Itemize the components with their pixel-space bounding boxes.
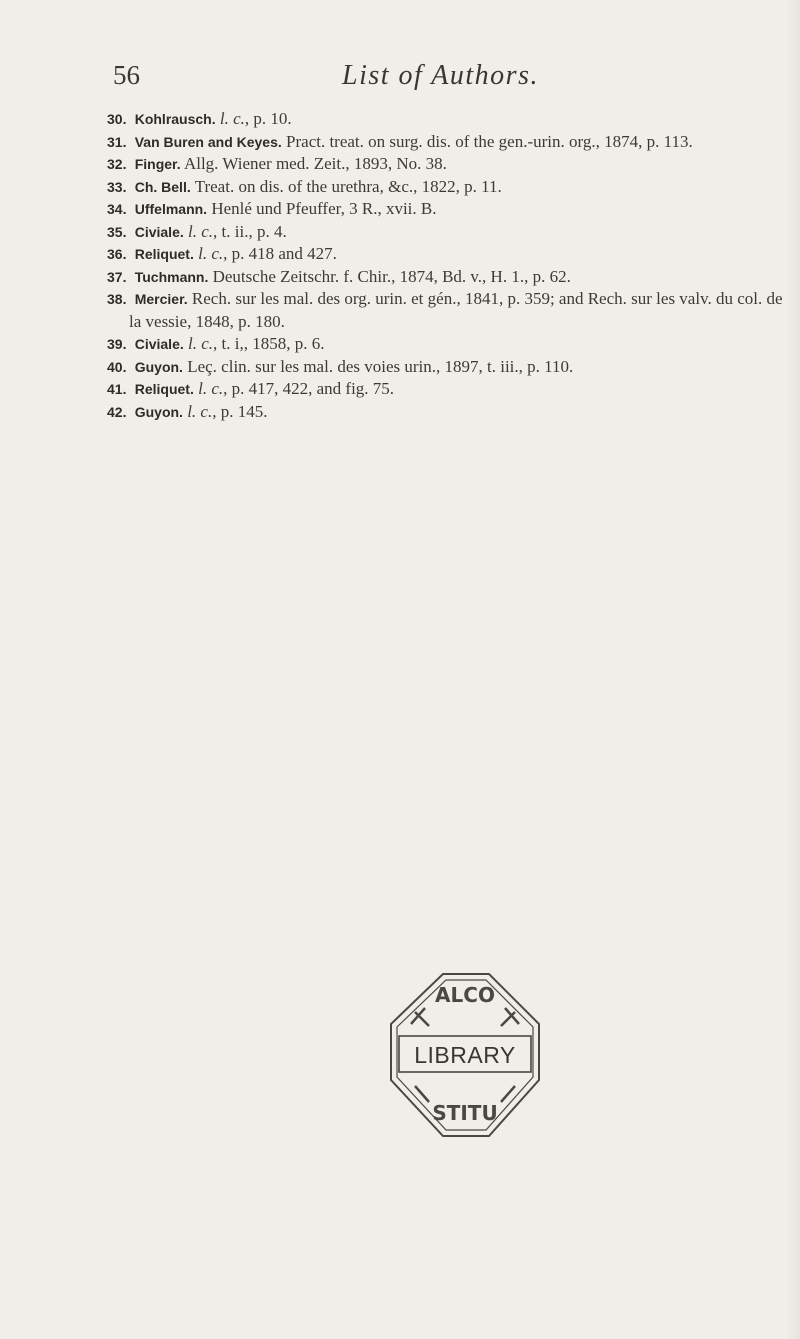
entry-number: 33.	[107, 178, 127, 195]
entry-number: 38.	[107, 291, 127, 307]
list-item	[107, 333, 792, 356]
entry-number: 31.	[107, 133, 127, 150]
reference-text: , p. 417, 422, and fig. 75.	[223, 379, 395, 398]
page-number: 56	[113, 60, 140, 90]
stamp-top-text: ALCO	[435, 983, 495, 1007]
entry-number: 36.	[107, 246, 127, 262]
reference-text: Deutsche Zeitschr. f. Chir., 1874, Bd. v., H. 1., p. 62.	[212, 266, 571, 286]
stamp-bottom-text: STITU	[432, 1101, 498, 1125]
loc-cit: l. c.	[187, 401, 213, 421]
reference-text: Treat. on dis. of the urethra, &c., 1822, p. 11.	[194, 176, 502, 196]
reference-text: Rech. sur les mal. des org. urin. et gén., 1841, p. 359; and Rech. sur les valv. du col. de la vessie, 1848, p. 180.	[129, 289, 783, 331]
reference-text: Leç. clin. sur les mal. des voies urin., 1897, t. iii., p. 110.	[187, 356, 574, 376]
entry-number: 40.	[107, 358, 127, 375]
reference-text: Allg. Wiener med. Zeit., 1893, No. 38.	[183, 154, 447, 173]
loc-cit: l. c.	[188, 221, 214, 241]
list-item	[107, 378, 792, 401]
list-item	[107, 176, 792, 199]
author-name: Van Buren and Keyes.	[134, 133, 282, 150]
entry-number: 42.	[107, 403, 127, 420]
list-item	[107, 401, 792, 424]
entry-number: 32.	[107, 156, 127, 172]
list-item	[107, 153, 792, 176]
list-item	[107, 356, 792, 379]
list-item	[107, 288, 792, 333]
author-name: Guyon.	[134, 403, 183, 420]
list-item	[107, 266, 792, 289]
author-name: Finger.	[134, 156, 181, 172]
reference-text: , p. 10.	[244, 109, 292, 128]
author-name: Civiale.	[134, 336, 184, 352]
reference-text: , t. ii., p. 4.	[213, 221, 287, 241]
author-name: Uffelmann.	[134, 201, 208, 217]
list-item	[107, 221, 792, 244]
entry-number: 39.	[107, 336, 127, 352]
entry-number: 34.	[107, 201, 127, 217]
loc-cit: l. c.	[188, 334, 214, 353]
loc-cit: l. c.	[198, 379, 224, 398]
reference-text: , p. 145.	[212, 401, 268, 421]
running-title: List of Authors.	[342, 60, 539, 91]
stamp-middle-text: LIBRARY	[414, 1042, 516, 1068]
author-name: Tuchmann.	[134, 268, 209, 285]
author-name: Mercier.	[134, 291, 188, 307]
author-name: Civiale.	[134, 223, 184, 240]
entry-number: 30.	[107, 111, 127, 127]
list-item	[107, 198, 792, 221]
author-name: Reliquet.	[134, 381, 194, 397]
reference-text: , p. 418 and 427.	[223, 244, 337, 263]
reference-text: , t. i,, 1858, p. 6.	[213, 334, 325, 353]
entry-number: 35.	[107, 223, 127, 240]
library-stamp	[385, 968, 545, 1143]
author-name: Ch. Bell.	[134, 178, 191, 195]
loc-cit: l. c.	[219, 109, 245, 128]
loc-cit: l. c.	[198, 244, 224, 263]
list-item	[107, 131, 792, 154]
entry-number: 37.	[107, 268, 127, 285]
author-list	[107, 108, 792, 423]
list-item	[107, 108, 792, 131]
running-header	[0, 60, 800, 100]
reference-text: Pract. treat. on surg. dis. of the gen.-urin. org., 1874, p. 113.	[286, 131, 693, 151]
reference-text: Henlé und Pfeuffer, 3 R., xvii. B.	[211, 199, 437, 218]
entry-number: 41.	[107, 381, 127, 397]
author-name: Kohlrausch.	[134, 111, 216, 127]
author-name: Guyon.	[134, 358, 183, 375]
list-item	[107, 243, 792, 266]
author-name: Reliquet.	[134, 246, 194, 262]
